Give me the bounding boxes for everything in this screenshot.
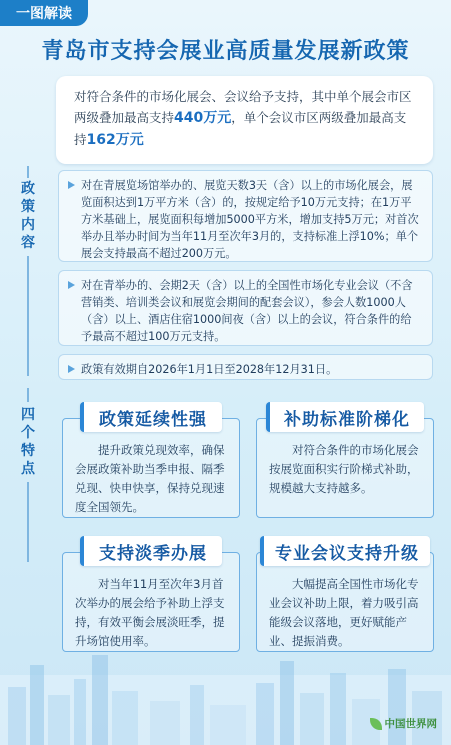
policy-section-line-bottom [27,256,29,376]
feature-card-policy-continuity [62,418,240,518]
policy-text: 对在青展览场馆举办的、展览天数3天（含）以上的市场化展会，展览面积达到1万平方米（含）的，按规定给予10万元支持；在1万平方米基础上，展览面积每增加5000平方米，增加支持5万元；对首次举办且举办时间为当年11月至次年3月的，支持标准上浮10%；单个展会支持最高不超过200万元。 [81,179,419,260]
features-section-line-bottom [27,482,29,562]
triangle-bullet-icon [68,281,75,289]
summary-amount-2: 162万元 [86,132,144,148]
policy-item [58,354,433,380]
feature-title-off-season: 支持淡季办展 [80,536,222,566]
feature-text: 对当年11月至次年3月首次举办的展会给予补助上浮支持，有效平衡会展淡旺季，提升场馆使用率。 [75,577,225,648]
policy-section-label: 政策内容 [21,181,35,251]
policy-text: 对在青举办的、会期2天（含）以上的全国性市场化专业会议（不含营销类、培训类会议和展览会期间的配套会议），参会人数1000人（含）以上、酒店住宿1000间夜（含）以上的会议，符合条件的给予最高不超过100万元支持。 [81,279,413,343]
summary-text-1: 对符合条件的市场化展会、会议给予支持，其中单个展会市区两级叠加最高支持 [74,89,412,125]
summary-text-2: ，单个会议市区两级叠加最高支持 [74,110,407,147]
page-title: 青岛市支持会展业高质量发展新政策 [41,37,410,64]
feature-text: 大幅提高全国性市场化专业会议补助上限，着力吸引高能级会议落地，更好赋能产业、提振消费。 [269,577,419,648]
policy-item [58,170,433,262]
summary-amount-1: 440万元 [174,110,232,126]
feature-text: 提升政策兑现效率，确保会展政策补助当季申报、隔季兑现、快申快享，保持兑现速度全国领先。 [75,443,225,514]
feature-title-professional-meetings: 专业会议支持升级 [260,536,430,566]
corner-tag: 一图解读 [0,0,88,26]
policy-text: 政策有效期自2026年1月1日至2028年12月31日。 [81,363,338,376]
feature-card-tiered-subsidy [256,418,434,518]
policy-section-line-top [27,166,29,178]
feature-text: 对符合条件的市场化展会按展览面积实行阶梯式补助，规模越大支持越多。 [269,443,419,495]
features-section-label: 四个特点 [21,407,35,477]
footer-logo [370,716,438,731]
policy-item [58,270,433,346]
feature-title-tiered-subsidy: 补助标准阶梯化 [266,402,424,432]
features-section-line-top [27,388,29,402]
triangle-bullet-icon [68,365,75,373]
summary-box [56,76,433,164]
footer-logo-text: 中国世界网 [384,718,437,730]
feature-title-policy-continuity: 政策延续性强 [80,402,222,432]
leaf-icon [370,718,382,730]
triangle-bullet-icon [68,181,75,189]
